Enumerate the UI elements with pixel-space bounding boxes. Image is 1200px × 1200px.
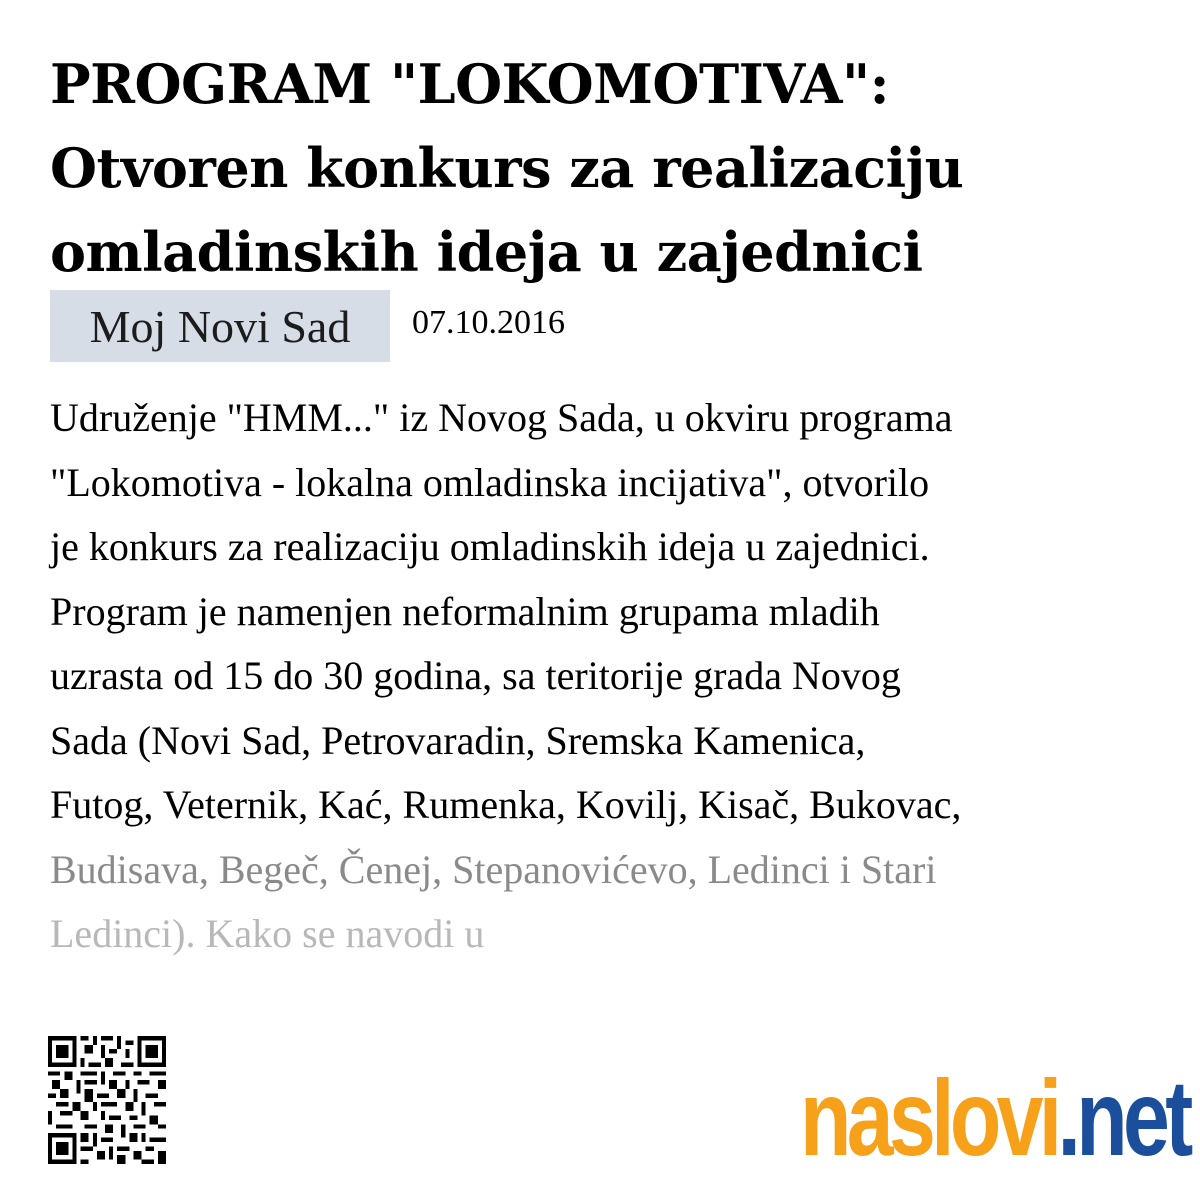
naslovi-logo[interactable]: [800, 1057, 1189, 1178]
body-line: Sada (Novi Sad, Petrovaradin, Sremska Kamenica,: [50, 717, 866, 763]
body-line: uzrasta od 15 do 30 godina, sa teritorije grada Novog: [50, 653, 901, 698]
body-line: je konkurs za realizaciju omladinskih ideja u zajednici.: [50, 524, 930, 569]
headline-line: PROGRAM "LOKOMOTIVA":: [50, 52, 890, 116]
body-line-faded: Ledinci). Kako se navodi u: [50, 911, 485, 956]
body-line: "Lokomotiva - lokalna omladinska incijativa", otvorilo: [50, 459, 930, 505]
headline-line: omladinskih ideja u zajednici: [50, 220, 923, 284]
article-headline: [50, 42, 1160, 294]
qr-code-icon: [48, 1036, 166, 1164]
body-line: Program je namenjen neformalnim grupama mladih: [50, 588, 880, 634]
body-line-faded: Budisava, Begeč, Čenej, Stepanovićevo, Ledinci i Stari: [50, 846, 937, 892]
headline-line: Otvoren konkurs za realizaciju: [50, 136, 964, 200]
body-line: Udruženje "HMM..." iz Novog Sada, u okviru programa: [50, 395, 953, 440]
logo-text-net: .net: [1057, 1057, 1189, 1178]
source-badge[interactable]: Moj Novi Sad: [50, 290, 390, 362]
logo-text-naslovi: naslovi: [800, 1057, 1058, 1178]
body-line: Futog, Veternik, Kać, Rumenka, Kovilj, Kisač, Bukovac,: [50, 782, 962, 827]
publish-date: 07.10.2016: [412, 304, 565, 341]
article-body: [50, 386, 1160, 967]
